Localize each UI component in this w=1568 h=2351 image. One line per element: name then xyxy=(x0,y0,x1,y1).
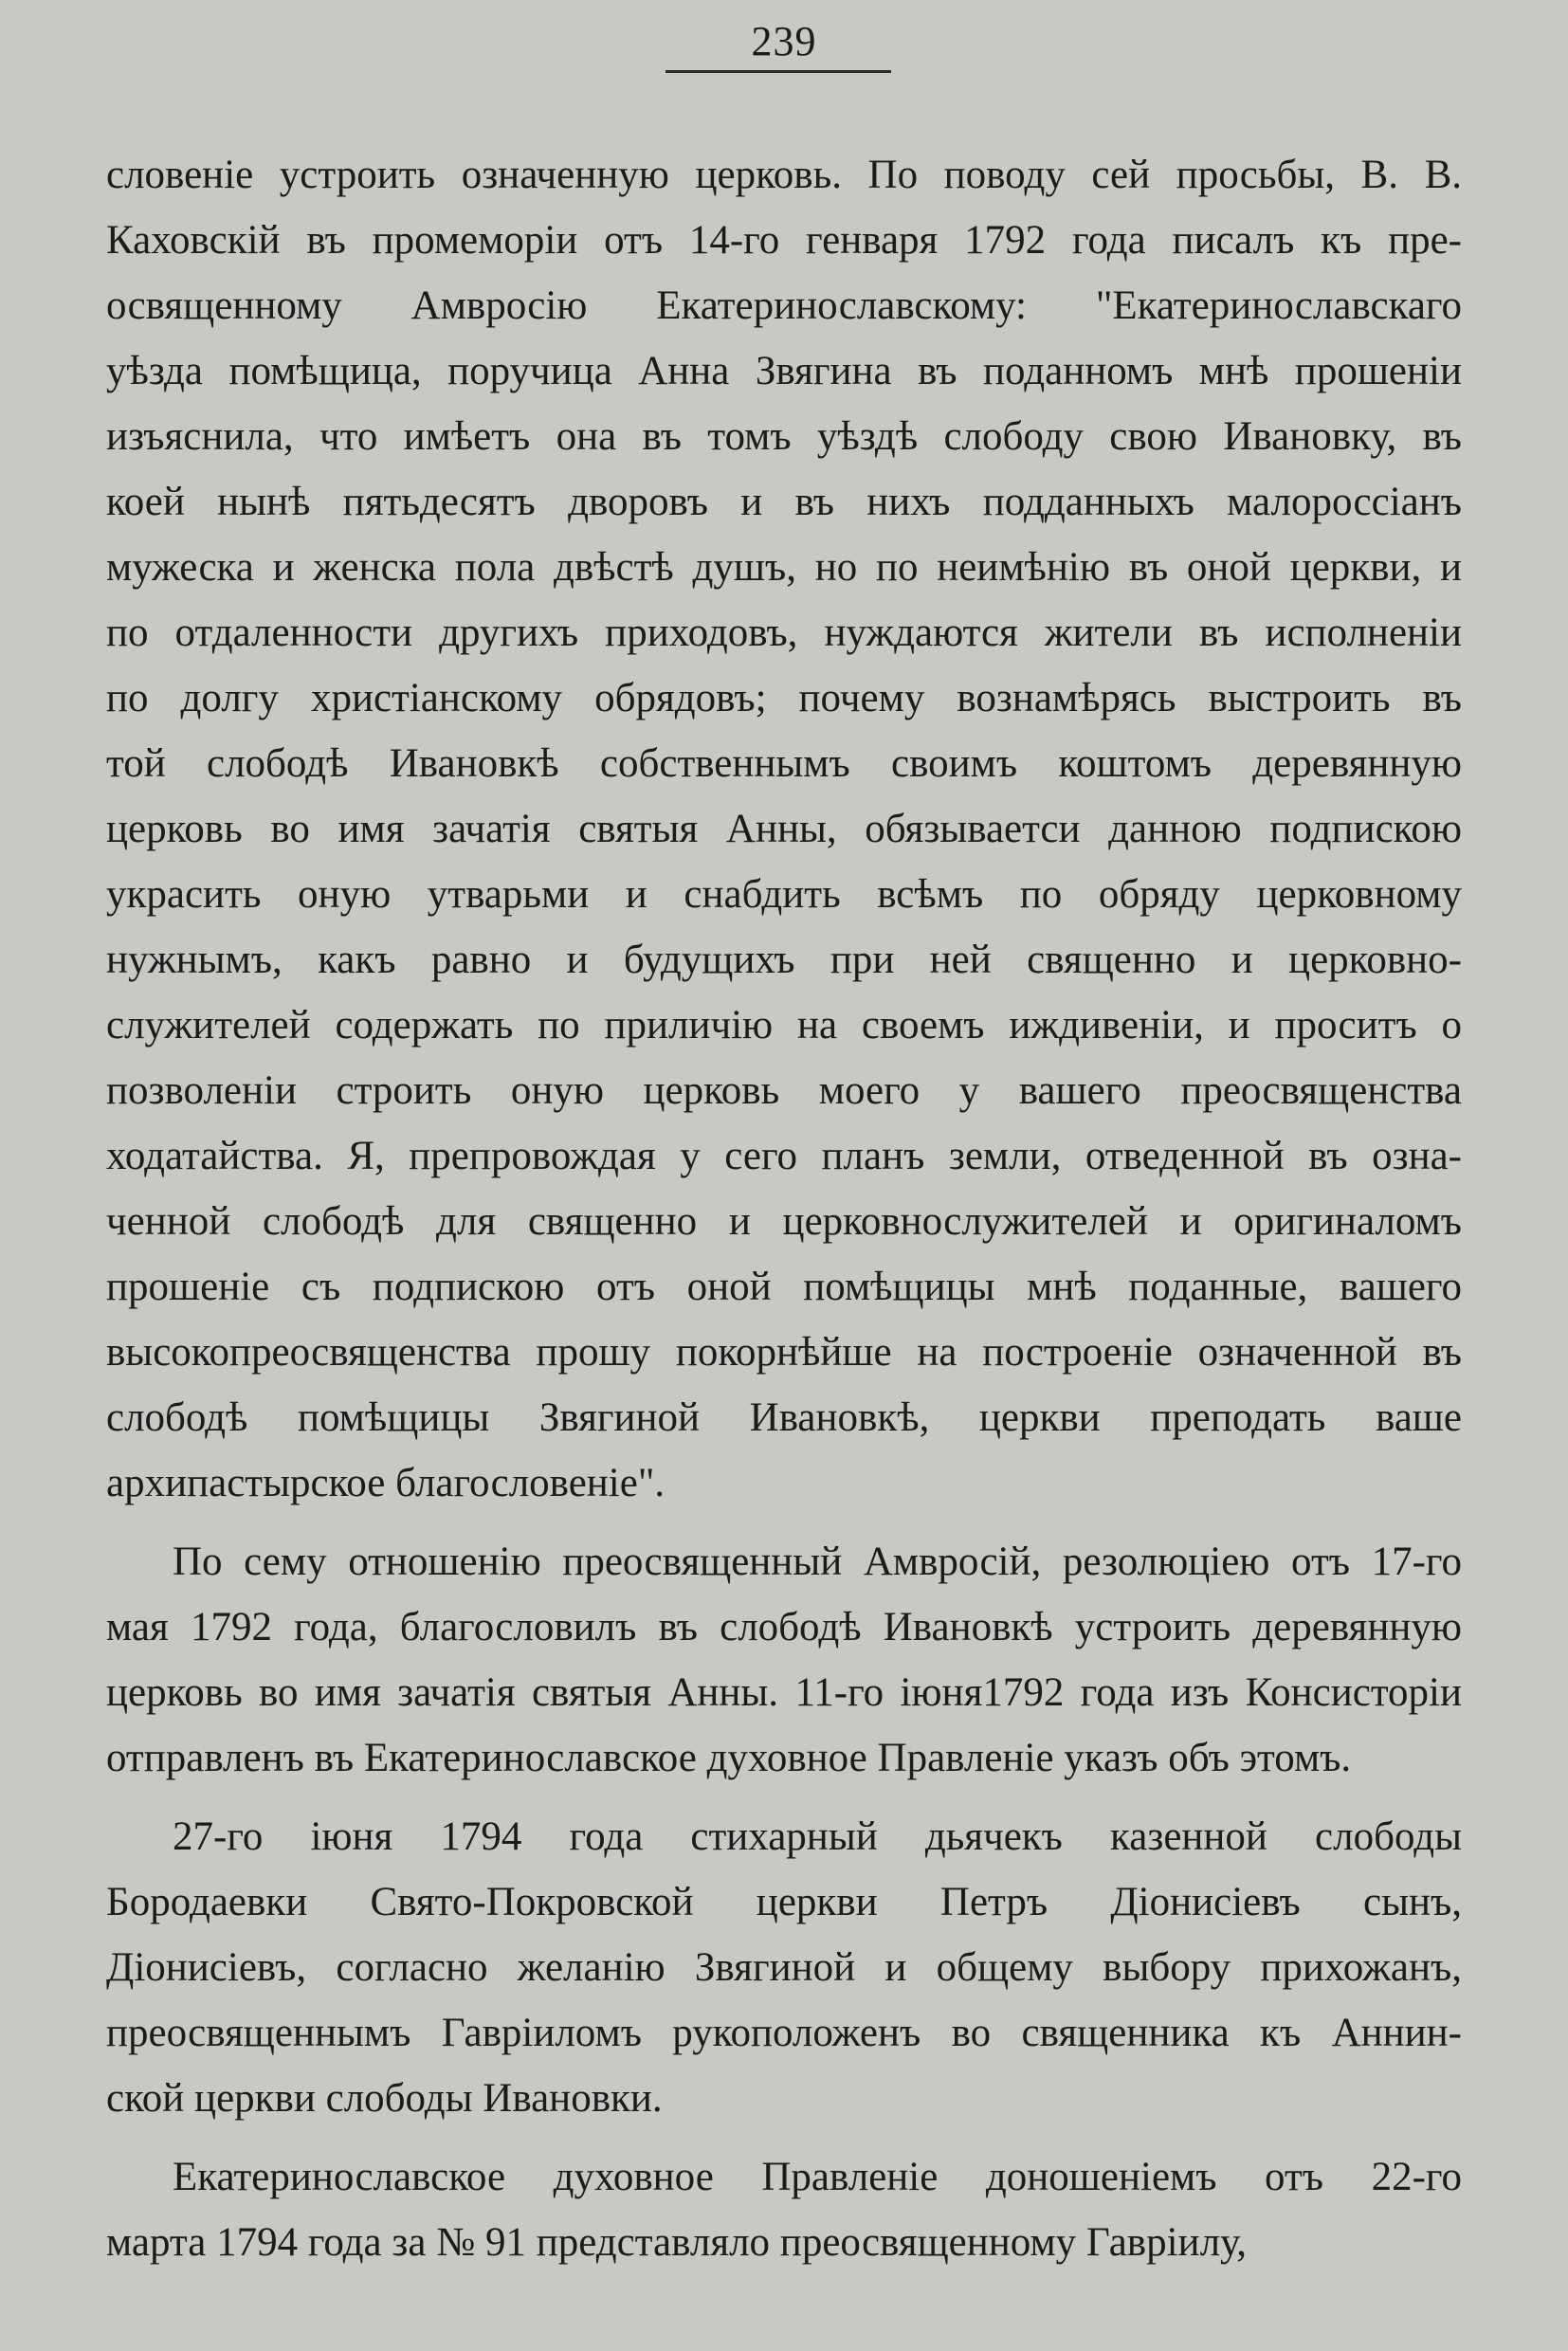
paragraph-gap xyxy=(106,1791,1462,1804)
text-line: той слободѣ Ивановкѣ собственнымъ своимъ коштомъ деревянную xyxy=(106,741,1462,786)
text-line: словеніе устроить означенную церковь. По поводу сей просьбы, В. В. xyxy=(106,153,1462,197)
paragraph-gap xyxy=(106,1516,1462,1529)
text-line: по долгу христіанскому обрядовъ; почему вознамѣрясь выстроить въ xyxy=(106,676,1462,720)
text-line: коей нынѣ пятьдесятъ дворовъ и въ нихъ подданныхъ малороссіанъ xyxy=(106,480,1462,524)
text-line: высокопреосвященства прошу покорнѣйше на построеніе означенной въ xyxy=(106,1330,1462,1375)
paragraph xyxy=(106,1804,1462,2131)
text-line: 27-го іюня 1794 года стихарный дьячекъ казенной слободы xyxy=(173,1814,1462,1859)
text-line: ходатайства. Я, препровождая у сего планъ земли, отведенной въ озна- xyxy=(106,1134,1462,1178)
text-line: мая 1792 года, благословилъ въ слободѣ Ивановкѣ устроить деревянную xyxy=(106,1605,1462,1649)
text-line: марта 1794 года за № 91 представляло преосвященному Гавріилу, xyxy=(106,2220,1247,2265)
paragraph-gap xyxy=(106,2131,1462,2144)
text-line: По сему отношенію преосвященный Амвросій, резолюціею отъ 17-го xyxy=(173,1540,1462,1584)
page-header xyxy=(0,19,1568,64)
text-line: Бородаевки Свято-Покровской церкви Петръ Діонисіевъ сынъ, xyxy=(106,1880,1462,1924)
text-line: Діонисіевъ, согласно желанію Звягиной и общему выбору прихожанъ, xyxy=(106,1945,1462,1990)
text-line: изъяснила, что имѣетъ она въ томъ уѣздѣ слободу свою Ивановку, въ xyxy=(106,414,1462,459)
text-line: уѣзда помѣщица, поручица Анна Звягина въ поданномъ мнѣ прошеніи xyxy=(106,349,1462,393)
text-line: церковь во имя зачатія святыя Анны. 11-го іюня1792 года изъ Консисторіи xyxy=(106,1670,1462,1715)
text-line: по отдаленности другихъ приходовъ, нуждаются жители въ исполненіи xyxy=(106,611,1462,655)
header-rule xyxy=(665,70,891,73)
text-line: позволеніи строить оную церковь моего у вашего преосвященства xyxy=(106,1068,1462,1113)
text-line: служителей содержать по приличію на своемъ иждивеніи, и проситъ о xyxy=(106,1003,1462,1048)
page-number: 239 xyxy=(751,18,817,64)
text-line: прошеніе съ подпискою отъ оной помѣщицы мнѣ поданные, вашего xyxy=(106,1265,1462,1309)
text-line: мужеска и женска пола двѣстѣ душъ, но по неимѣнію въ оной церкви, и xyxy=(106,545,1462,590)
text-line: Екатеринославское духовное Правленіе доношеніемъ отъ 22-го xyxy=(173,2155,1462,2199)
text-line: церковь во имя зачатія святыя Анны, обязываетси данною подпискою xyxy=(106,807,1462,851)
text-line: нужнымъ, какъ равно и будущихъ при ней священно и церковно- xyxy=(106,938,1462,982)
text-line: освященному Амвросію Екатеринославскому: "Екатеринославскаго xyxy=(106,283,1462,328)
text-line: украсить оную утварьми и снабдить всѣмъ по обряду церковному xyxy=(106,872,1462,917)
paragraph xyxy=(106,2144,1462,2275)
text-line: слободѣ помѣщицы Звягиной Ивановкѣ, церкви преподать ваше xyxy=(106,1395,1462,1440)
text-line: ской церкви слободы Ивановки. xyxy=(106,2076,663,2121)
paragraph xyxy=(106,142,1462,1516)
text-line: Каховскій въ промеморіи отъ 14-го генваря 1792 года писалъ къ пре- xyxy=(106,218,1462,263)
text-line: ченной слободѣ для священно и церковнослужителей и оригиналомъ xyxy=(106,1199,1462,1244)
text-line: архипастырское благословеніе". xyxy=(106,1461,665,1505)
text-line: отправленъ въ Екатеринославское духовное Правленіе указъ объ этомъ. xyxy=(106,1736,1352,1780)
document-body xyxy=(106,142,1462,2275)
paragraph xyxy=(106,1529,1462,1791)
text-line: преосвященнымъ Гавріиломъ рукоположенъ во священника къ Аннин- xyxy=(106,2011,1462,2055)
